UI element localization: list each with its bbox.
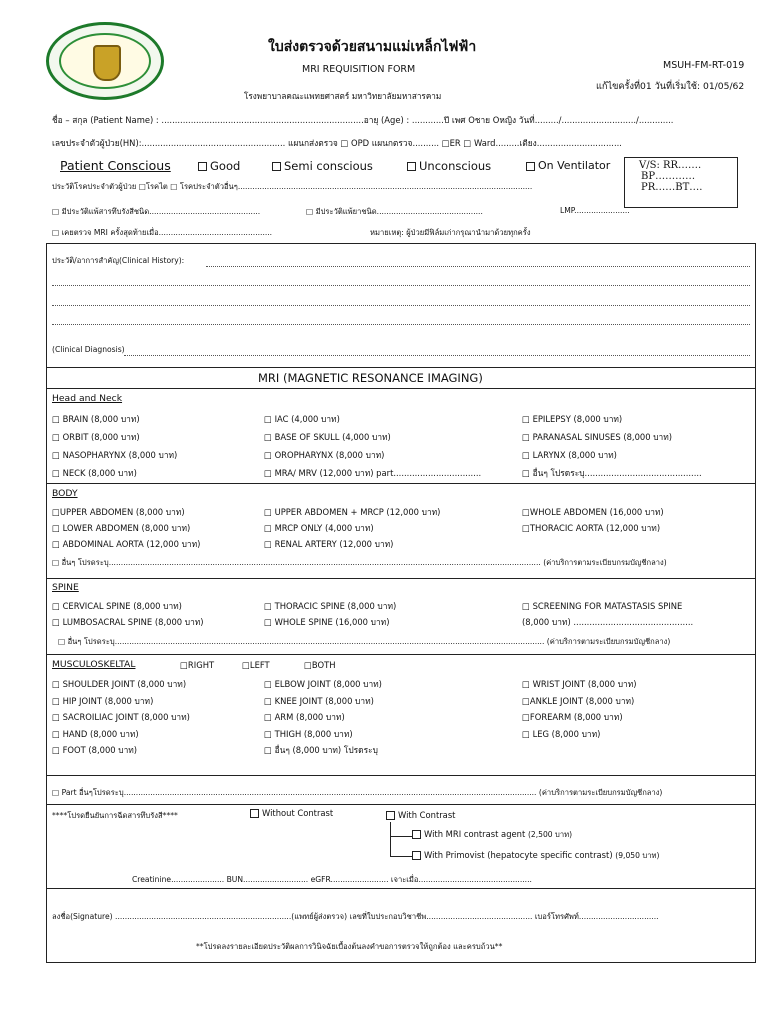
exam-lumbosacral-spine[interactable]: □ LUMBOSACRAL SPINE (8,000 บาท) [52,617,204,627]
mri-agent-option[interactable] [412,829,572,841]
mri-agent-price: (2,500 บาท) [527,830,573,839]
spine-col1[interactable] [52,598,204,630]
head-neck-col3[interactable] [522,410,702,482]
exam-shoulder-joint[interactable]: □ SHOULDER JOINT (8,000 บาท) [52,679,187,689]
revision-info: แก้ไขครั้งที่01 วันที่เริ่มใช้: 01/05/62 [596,81,745,92]
spine-col3[interactable] [522,598,693,630]
history-dotline-3[interactable] [52,305,750,306]
side-right[interactable]: □RIGHT [180,660,215,670]
mri-agent-label: With MRI contrast agent [424,829,526,839]
lab-values-row[interactable]: Creatinine...................... BUN........................... eGFR........................ เจาะเมื่อ............................................... [132,875,532,884]
primovist-price: (9,050 บาท) [615,851,660,860]
contrast-confirm: ****โปรดยืนยันการฉีดสารทึบรังสี**** [52,811,178,820]
part-other[interactable]: □ Part อื่นๆโปรดระบุ........................................................................................................................................................................... (ค่าบริการตามระเบียบกรมบัญชีกลาง) [52,788,663,797]
hospital-logo [46,22,164,100]
side-both[interactable]: □BOTH [304,660,336,670]
divider-part-other [46,775,756,776]
msk-title: MUSCULOSKELTAL [52,659,136,670]
history-dotline-4[interactable] [52,324,750,325]
checkbox-uncon[interactable] [407,162,416,171]
body-col3[interactable] [522,504,664,536]
vital-rr: V/S: RR……. [639,160,702,171]
exam-oropharynx[interactable]: □ OROPHARYNX (8,000 บาท) [264,450,385,460]
conscious-label: Patient Conscious [60,158,171,173]
exam-mrcp-only[interactable]: □ MRCP ONLY (4,000 บาท) [264,523,374,533]
spine-col2[interactable] [264,598,396,630]
form-code: MSUH-FM-RT-019 [663,60,745,71]
history-disease-row[interactable]: ประวัติโรคประจำตัวผู้ป่วย □โรคไต □ โรคประจำตัวอื่นๆ.......................................................................................................................... [52,182,533,191]
exam-msk-other[interactable]: □ อื่นๆ (8,000 บาท) โปรดระบุ [264,745,378,755]
body-title: BODY [52,488,78,499]
exam-wrist-joint[interactable]: □ WRIST JOINT (8,000 บาท) [522,679,637,689]
conscious-vent[interactable] [526,159,610,172]
body-col2[interactable] [264,504,440,552]
signature-line[interactable]: ลงชื่อ(Signature) .........................................................................(แพทย์ผู้ส่งตรวจ) เลขที่ใบประกอบวิชาชีพ............................................ เบอร์โทรศัพท์................................. [52,912,659,921]
conscious-uncon-label: Unconscious [419,159,492,173]
clinical-history-label: ประวัติ/อาการสำคัญ(Clinical History): [52,256,185,265]
exam-elbow-joint[interactable]: □ ELBOW JOINT (8,000 บาท) [264,679,382,689]
side-left[interactable]: □LEFT [242,660,270,670]
logo-inner-ring [59,33,151,89]
exam-leg[interactable]: □ LEG (8,000 บาท) [522,728,601,739]
contrast-bracket-vert [390,822,391,856]
film-note: หมายเหตุ: ผู้ป่วยมีฟิล์มเก่ากรุณานำมาด้วยทุกครั้ง [370,228,531,237]
msk-col1[interactable] [52,676,190,759]
primovist-label: With Primovist (hepatocyte specific contrast) [424,850,613,860]
checkbox-with-contrast[interactable] [386,811,395,820]
checkbox-vent[interactable] [526,162,535,171]
contrast-bracket-h1 [390,836,412,837]
patient-name-line[interactable]: ชื่อ – สกุล (Patient Name) : ............................................................................อายุ (Age) : ............ปี เพศ Oชาย Oหญิง วันที่........./............................/............. [52,115,674,125]
exam-screening-price: (8,000 บาท) ............................................. [522,617,694,627]
divider-mri-top [46,367,756,368]
exam-paranasal[interactable]: □ PARANASAL SINUSES (8,000 บาท) [522,432,673,442]
exam-mra-mrv[interactable]: □ MRA/ MRV (12,000 บาท) part................................. [264,468,482,478]
head-neck-col1[interactable] [52,410,177,482]
crown-emblem-icon [93,45,121,81]
form-name: MRI REQUISITION FORM [302,64,416,75]
conscious-uncon[interactable] [407,159,491,173]
exam-whole-spine[interactable]: □ WHOLE SPINE (16,000 บาท) [264,617,390,627]
footnote: **โปรดลงรายละเอียดประวัติผลการวินิจฉัยเบื้องต้นลงคำขอการตรวจให้ถูกต้อง และครบถ้วน** [196,942,503,951]
exam-foot[interactable]: □ FOOT (8,000 บาท) [52,745,138,755]
exam-knee-joint[interactable]: □ KNEE JOINT (8,000 บาท) [264,695,374,706]
conscious-semi-label: Semi conscious [284,159,373,173]
conscious-vent-label: On Ventilator [538,159,611,172]
exam-whole-abdomen[interactable]: □WHOLE ABDOMEN (16,000 บาท) [522,507,664,517]
exam-lower-abdomen[interactable]: □ LOWER ABDOMEN (8,000 บาท) [52,523,191,533]
vital-bp: BP………… [641,171,696,182]
clinical-diagnosis-label: (Clinical Diagnosis) [52,345,125,354]
exam-thoracic-spine[interactable]: □ THORACIC SPINE (8,000 บาท) [264,601,397,611]
exam-sacroiliac-joint[interactable]: □ SACROILIAC JOINT (8,000 บาท) [52,712,190,722]
exam-brain[interactable]: □ BRAIN (8,000 บาท) [52,414,140,424]
exam-neck[interactable]: □ NECK (8,000 บาท) [52,468,137,478]
exam-arm[interactable]: □ ARM (8,000 บาท) [264,712,345,722]
exam-upper-abdomen[interactable]: □UPPER ABDOMEN (8,000 บาท) [52,507,185,517]
spine-title: SPINE [52,582,79,593]
vital-pr: PR……BT…. [641,182,703,193]
contrast-allergy-row[interactable]: □ มีประวัติแพ้สารทึบรังสีชนิด.............................................. [52,207,261,216]
divider-signature [46,888,756,889]
body-other[interactable]: □ อื่นๆ โปรดระบุ................................................................................................................................................................................... (ค่าบริการตามระเบียบกรมบัญชีกลาง) [52,558,667,567]
diagnosis-dotline[interactable] [124,355,750,356]
msk-col3[interactable] [522,676,637,742]
contrast-bracket-h2 [390,856,412,857]
exam-epilepsy[interactable]: □ EPILEPSY (8,000 บาท) [522,414,623,424]
checkbox-mri-agent[interactable] [412,830,421,839]
head-neck-col2[interactable] [264,410,481,482]
mri-section-title: MRI (MAGNETIC RESONANCE IMAGING) [258,371,483,385]
exam-iac[interactable]: □ IAC (4,000 บาท) [264,414,340,424]
body-col1[interactable] [52,504,200,552]
exam-ankle-joint[interactable]: □ANKLE JOINT (8,000 บาท) [522,695,635,706]
exam-screening-metastasis[interactable]: □ SCREENING FOR MATASTASIS SPINE [522,601,683,611]
hn-line[interactable]: เลขประจำตัวผู้ป่วย(HN):...................................................... แผนกส่งตรวจ □ OPD แผนกตรวจ.......... □ER □ Ward.........เตียง................................ [52,138,622,148]
exam-hand[interactable]: □ HAND (8,000 บาท) [52,728,139,739]
checkbox-semi[interactable] [272,162,281,171]
primovist-option[interactable] [412,850,659,862]
hospital-name: โรงพยาบาลคณะแพทยศาสตร์ มหาวิทยาลัยมหาสารคาม [244,91,442,101]
conscious-good-label: Good [210,159,241,173]
with-contrast-label: With Contrast [398,810,456,820]
exam-thoracic-aorta[interactable]: □THORACIC AORTA (12,000 บาท) [522,523,661,533]
head-neck-title: Head and Neck [52,393,123,404]
exam-base-skull[interactable]: □ BASE OF SKULL (4,000 บาท) [264,432,391,442]
without-contrast-label: Without Contrast [262,808,334,818]
exam-head-other[interactable]: □ อื่นๆ โปรดระบุ............................................ [522,468,702,478]
msk-col2[interactable] [264,676,382,759]
divider-body [46,483,756,484]
exam-renal-artery[interactable]: □ RENAL ARTERY (12,000 บาท) [264,539,394,549]
exam-larynx[interactable]: □ LARYNX (8,000 บาท) [522,450,617,460]
conscious-semi[interactable] [272,159,373,173]
drug-allergy-row[interactable]: □ มีประวัติแพ้ยาชนิด............................................ [306,207,483,216]
checkbox-without-contrast[interactable] [250,809,259,818]
divider-spine [46,578,756,579]
exam-nasopharynx[interactable]: □ NASOPHARYNX (8,000 บาท) [52,450,178,460]
exam-orbit[interactable]: □ ORBIT (8,000 บาท) [52,432,140,442]
spine-other[interactable]: □ อื่นๆ โปรดระบุ.................................................................................................................................................................................. (ค่าบริการตามระเบียบกรมบัญชีกลาง) [58,637,671,646]
divider-contrast [46,804,756,805]
title-thai: ใบส่งตรวจด้วยสนามแม่เหล็กไฟฟ้า [268,39,477,55]
exam-forearm[interactable]: □FOREARM (8,000 บาท) [522,712,623,722]
conscious-good[interactable] [198,159,240,173]
history-dotline-2[interactable] [52,285,750,286]
exam-thigh[interactable]: □ THIGH (8,000 บาท) [264,728,353,739]
divider-mri-bottom [46,388,756,389]
history-dotline-1[interactable] [206,266,750,267]
exam-hip-joint[interactable]: □ HIP JOINT (8,000 บาท) [52,695,154,706]
with-contrast[interactable] [386,810,455,820]
checkbox-good[interactable] [198,162,207,171]
divider-msk [46,654,756,655]
vital-signs-box[interactable] [624,157,738,208]
exam-abdominal-aorta[interactable]: □ ABDOMINAL AORTA (12,000 บาท) [52,539,201,549]
lmp-row[interactable]: LMP....................... [560,206,630,215]
exam-cervical-spine[interactable]: □ CERVICAL SPINE (8,000 บาท) [52,601,182,611]
without-contrast[interactable] [250,808,333,818]
last-mri-row[interactable]: □ เคยตรวจ MRI ครั้งสุดท้ายเมื่อ............................................... [52,228,273,237]
exam-upper-abd-mrcp[interactable]: □ UPPER ABDOMEN + MRCP (12,000 บาท) [264,507,441,517]
checkbox-primovist[interactable] [412,851,421,860]
